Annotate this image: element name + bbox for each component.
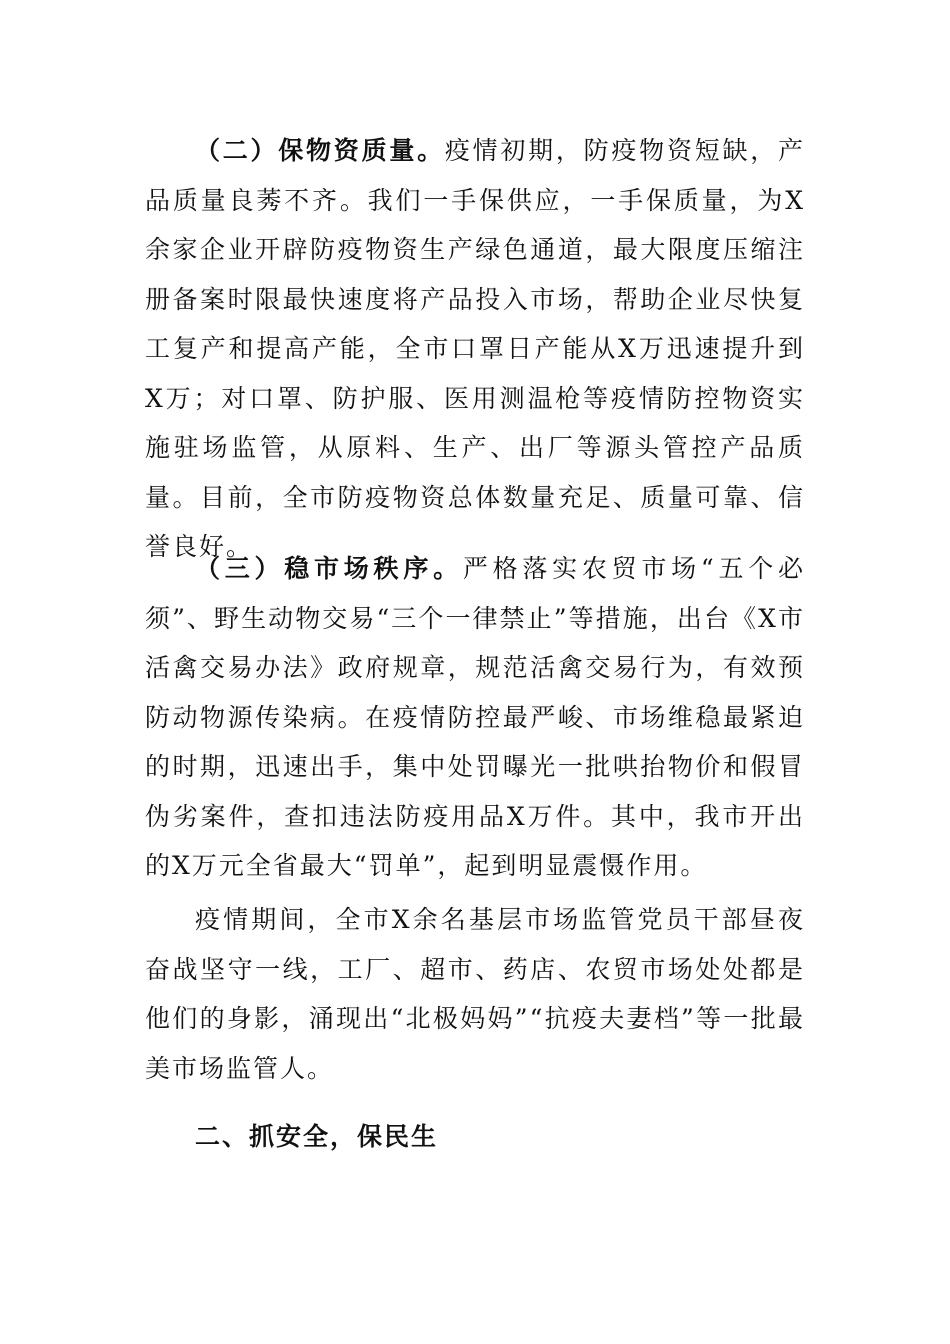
paragraph-market-order <box>145 544 805 891</box>
paragraph-epidemic-period <box>145 895 805 1093</box>
paragraph <box>145 544 805 891</box>
section-heading: 二、抓安全，保民生 <box>195 1122 439 1151</box>
paragraph-text: 严格落实农贸市场“五个必须”、野生动物交易“三个一律禁止”等措施，出台《X市活禽交易办法》政府规章，规范活禽交易行为，有效预防动物源传染病。在疫情防控最严峻、市场维稳最紧迫的时期，迅速出手，集中处罚曝光一批哄抬物价和假冒伪劣案件，查扣违法防疫用品X万件。其中，我市开出的X万元全省最大“罚单”，起到明显震慑作用。 <box>145 554 805 880</box>
paragraph-text: 疫情初期，防疫物资短缺，产品质量良莠不齐。我们一手保供应，一手保质量，为X余家企业开辟防疫物资生产绿色通道，最大限度压缩注册备案时限最快速度将产品投入市场，帮助企业尽快复工复产和提高产能，全市口罩日产能从X万迅速提升到X万；对口罩、防护服、医用测温枪等疫情防控物资实施驻场监管，从原料、生产、出厂等源头管控产品质量。目前，全市防疫物资总体数量充足、质量可靠、信誉良好。 <box>145 136 805 561</box>
paragraph <box>145 895 805 1093</box>
paragraph <box>145 126 805 572</box>
paragraph-lead: （二）保物资质量。 <box>195 136 445 165</box>
paragraph-lead: （三）稳市场秩序。 <box>195 554 463 583</box>
paragraph-material-quality <box>145 126 805 572</box>
paragraph-text: 疫情期间，全市X余名基层市场监管党员干部昼夜奋战坚守一线，工厂、超市、药店、农贸市场处处都是他们的身影，涌现出“北极妈妈”“抗疫夫妻档”等一批最美市场监管人。 <box>145 905 805 1083</box>
